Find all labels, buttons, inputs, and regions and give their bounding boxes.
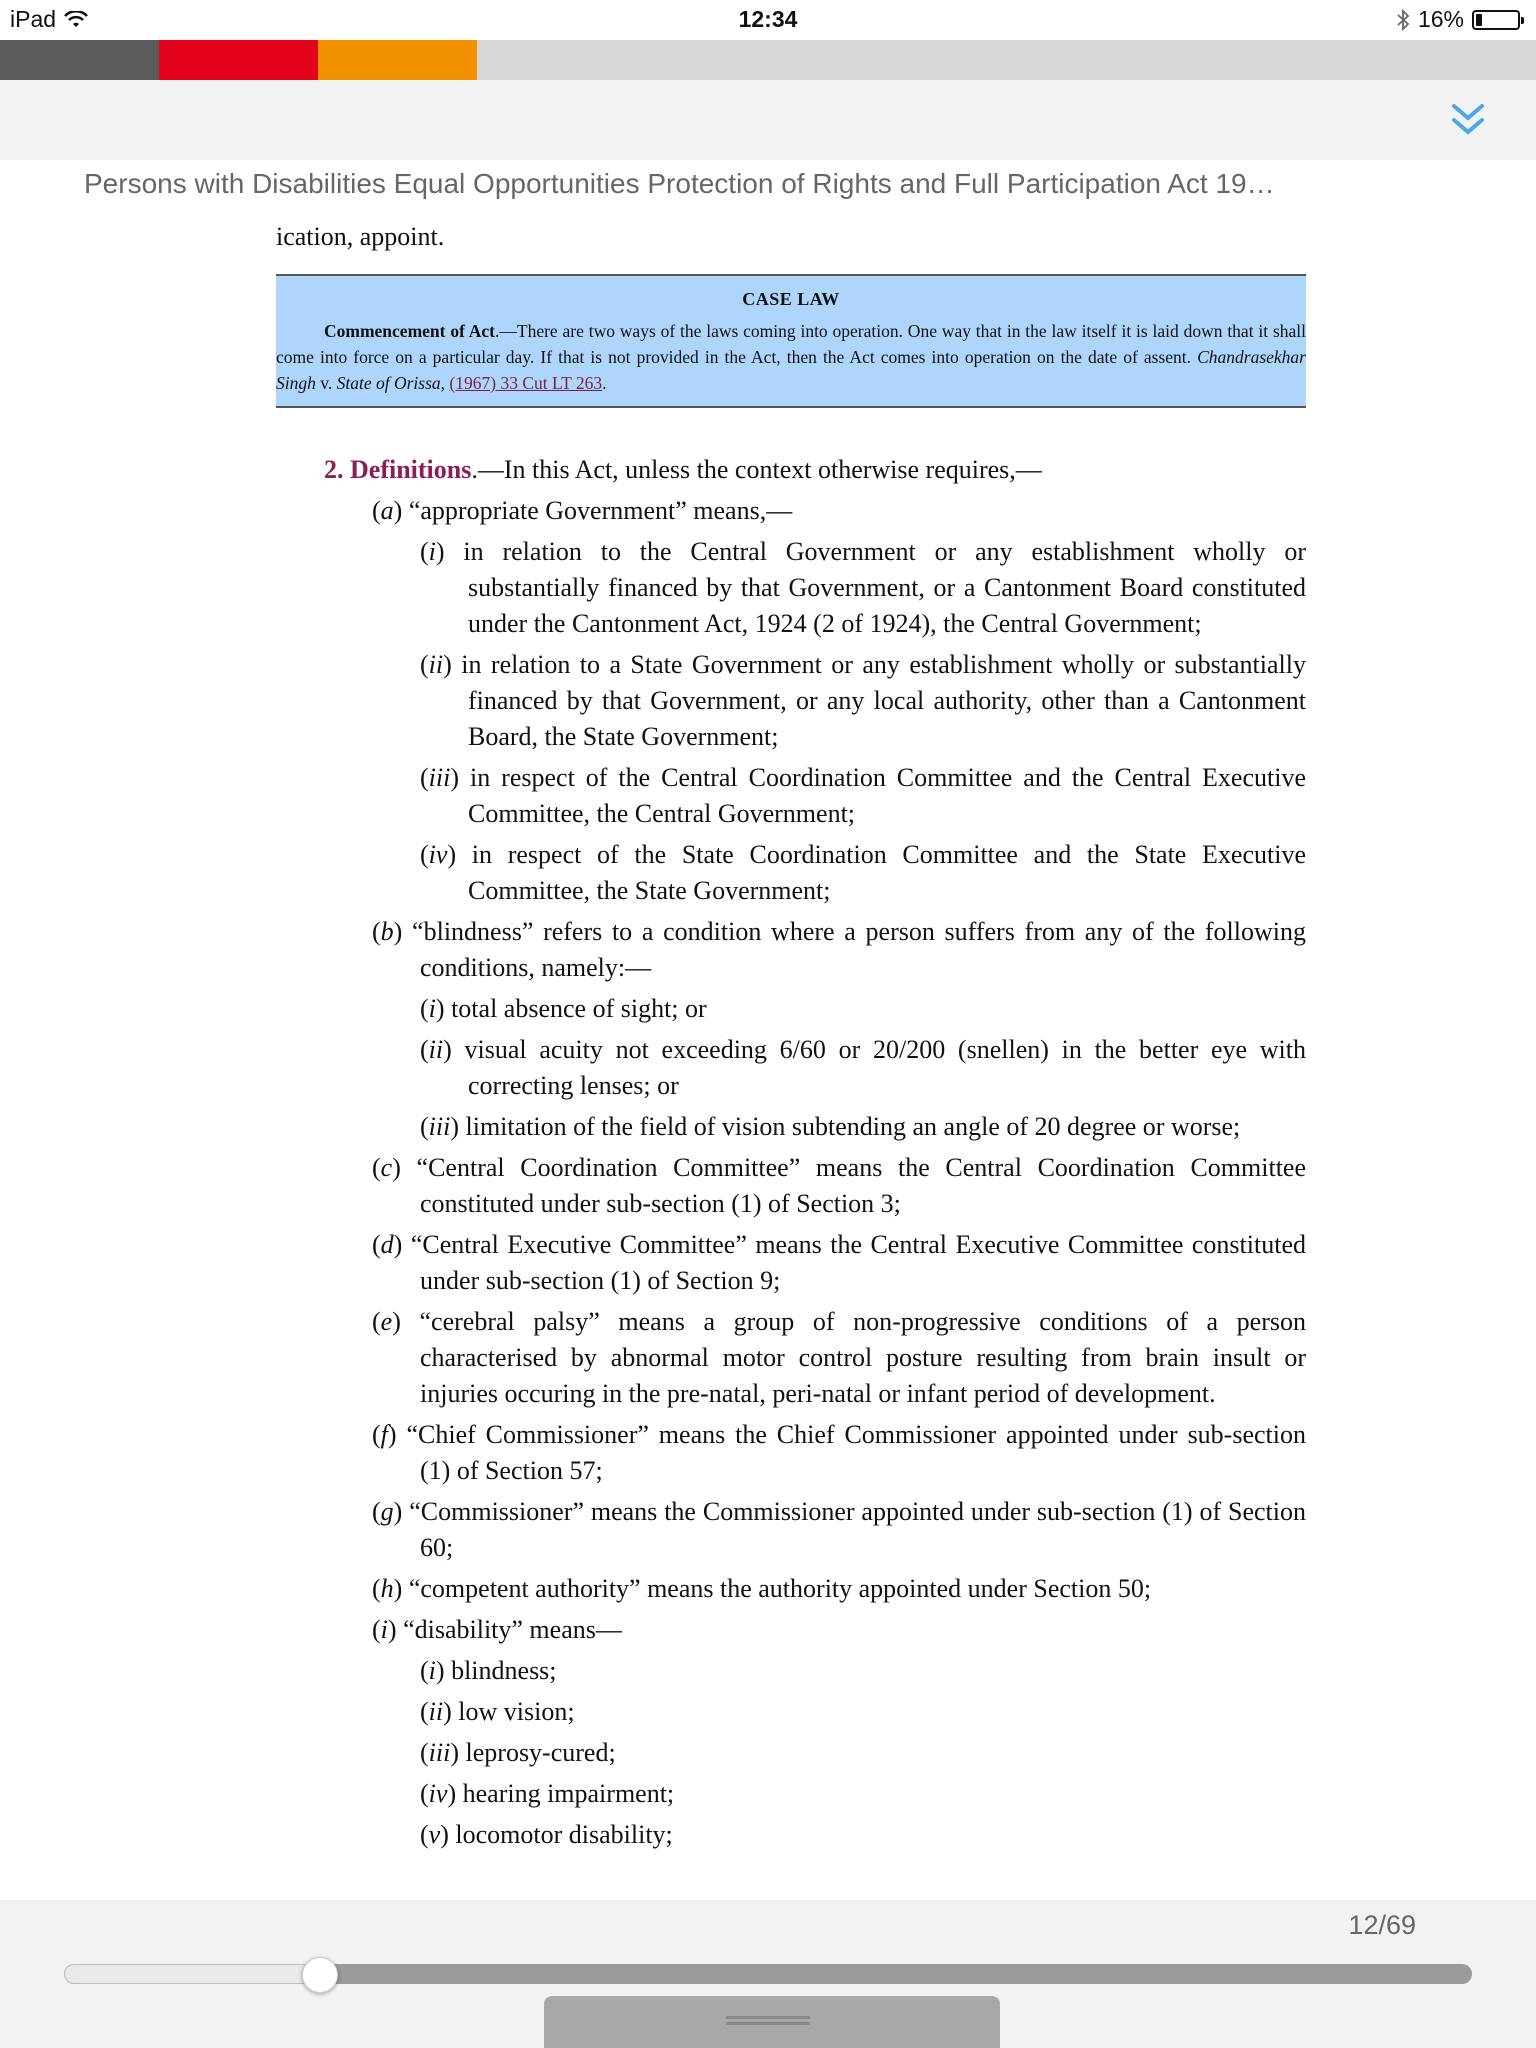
case-law-term: Commencement of Act <box>324 321 495 341</box>
clause-g: (g) “Commissioner” means the Commissioner appointed under sub-section (1) of Section 60; <box>372 1497 1306 1562</box>
clause-a-i: (i) in relation to the Central Government or any establishment wholly or substantially financed by that Government, or a Cantonment Board constituted under the Cantonment Act, 1924 (2 of 1924), the Central Government; <box>420 537 1306 638</box>
double-chevron-down-icon[interactable] <box>1440 92 1496 148</box>
citation-link[interactable]: (1967) 33 Cut LT 263 <box>449 373 603 393</box>
clause-text: in relation to the Central Government or any establishment wholly or substantially financed by that Government, or a Cantonment Board constituted under the Cantonment Act, 1924 (2 of 1924), the Central Government; <box>444 537 1306 638</box>
clause-a: (a) “appropriate Government” means,— <box>372 496 793 525</box>
clause-text: limitation of the field of vision subtending an angle of 20 degree or worse; <box>459 1112 1241 1141</box>
clause-i: (i) “disability” means— <box>372 1615 622 1644</box>
clause-a-iv: (iv) in respect of the State Coordination Committee and the State Executive Committee, the State Government; <box>420 840 1306 905</box>
clause-label: i <box>428 994 436 1023</box>
clause-label: ii <box>428 1035 444 1064</box>
clause-text: “disability” means— <box>396 1615 622 1644</box>
case-law-box <box>276 274 1306 408</box>
clause-label: h <box>380 1574 394 1603</box>
case-name: Chandrasekhar Singh <box>276 347 1306 393</box>
page-slider-thumb[interactable] <box>302 1957 338 1993</box>
page-slider[interactable] <box>64 1964 1472 1984</box>
case-versus: v. <box>315 373 337 393</box>
device-name: iPad <box>10 6 57 32</box>
clause-text: “Chief Commissioner” means the Chief Commissioner appointed under sub-section (1) of Section 57; <box>396 1420 1306 1485</box>
drawer-grip-icon <box>726 2016 810 2032</box>
bluetooth-icon <box>1396 9 1410 31</box>
clause-label: iv <box>428 840 448 869</box>
clause-a-iii: (iii) in respect of the Central Coordination Committee and the Central Executive Committee, the Central Government; <box>420 763 1306 828</box>
battery-percent: 16% <box>1417 6 1464 32</box>
clause-label: v <box>428 1820 441 1849</box>
clause-text: in relation to a State Government or any establishment wholly or substantially financed by that Government, or any local authority, other than a Cantonment Board, the State Government; <box>451 650 1306 751</box>
clause-d: (d) “Central Executive Committee” means the Central Executive Committee constituted under sub-section (1) of Section 9; <box>372 1230 1306 1295</box>
status-bar <box>0 0 1536 40</box>
clause-i-iii: (iii) leprosy-cured; <box>420 1738 616 1767</box>
clause-label: i <box>428 1656 436 1685</box>
clause-label: ii <box>428 650 444 679</box>
clause-text: “Central Executive Committee” means the Central Executive Committee constituted under sub-section (1) of Section 9; <box>402 1230 1306 1295</box>
clause-label: b <box>380 917 394 946</box>
document-page <box>276 220 1306 1858</box>
page-counter: 12/69 <box>1348 1910 1416 1940</box>
section-intro: .—In this Act, unless the context otherwise requires,— <box>471 455 1042 484</box>
document-title: Persons with Disabilities Equal Opportunities Protection of Rights and Full Participation Act 19… <box>84 168 1275 199</box>
clause-text: in respect of the State Coordination Committee and the State Executive Committee, the State Government; <box>456 840 1306 905</box>
clause-label: iv <box>428 1779 448 1808</box>
section-number: 2. Definitions <box>324 455 472 484</box>
clause-i-v: (v) locomotor disability; <box>420 1820 673 1849</box>
case-separator: , <box>440 373 450 393</box>
toolbar <box>0 80 1536 160</box>
tab-strip <box>0 40 1536 80</box>
clause-label: ii <box>428 1697 444 1726</box>
clause-text: visual acuity not exceeding 6/60 or 20/200 (snellen) in the better eye with correcting lenses; or <box>451 1035 1306 1100</box>
clock: 12:34 <box>738 6 798 32</box>
case-law-text: .—There are two ways of the laws coming into operation. One way that in the law itself it is laid down that it shall come into force on a particular day. If that is not provided in the Act, then the Act comes into operation on the date of assent. <box>276 321 1307 367</box>
clause-i-ii: (ii) low vision; <box>420 1697 575 1726</box>
clause-label: i <box>380 1615 388 1644</box>
case-party: State of Orissa <box>336 373 441 393</box>
clause-label: f <box>380 1420 388 1449</box>
clause-text: “Commissioner” means the Commissioner appointed under sub-section (1) of Section 60; <box>402 1497 1306 1562</box>
clause-text: “competent authority” means the authority appointed under Section 50; <box>402 1574 1152 1603</box>
section-heading <box>276 452 1306 488</box>
clause-b-iii: (iii) limitation of the field of vision subtending an angle of 20 degree or worse; <box>420 1112 1241 1141</box>
clause-text: “Central Coordination Committee” means the Central Coordination Committee constituted under sub-section (1) of Section 3; <box>400 1153 1306 1218</box>
tab-dark[interactable] <box>0 40 159 80</box>
clause-c: (c) “Central Coordination Committee” means the Central Coordination Committee constituted under sub-section (1) of Section 3; <box>372 1153 1306 1218</box>
clause-i-iv: (iv) hearing impairment; <box>420 1779 675 1808</box>
case-end: . <box>602 373 607 393</box>
clause-text: low vision; <box>451 1697 575 1726</box>
clause-label: iii <box>428 1112 451 1141</box>
clause-b-ii: (ii) visual acuity not exceeding 6/60 or 20/200 (snellen) in the better eye with correcting lenses; or <box>420 1035 1306 1100</box>
clause-e: (e) “cerebral palsy” means a group of non-progressive conditions of a person characterised by abnormal motor control posture resulting from brain insult or injuries occuring in the pre-natal, peri-natal or infant period of development. <box>372 1307 1306 1408</box>
clause-label: a <box>380 496 394 525</box>
battery-icon <box>1472 10 1520 30</box>
clause-label: c <box>380 1153 393 1182</box>
continuation-text: ication, appoint. <box>276 222 445 251</box>
case-law-heading: CASE LAW <box>742 289 840 309</box>
clause-label: iii <box>428 763 451 792</box>
clause-text: “blindness” refers to a condition where a person suffers from any of the following conditions, namely:— <box>402 917 1306 982</box>
case-law-body <box>276 318 1306 396</box>
clause-label: iii <box>428 1738 451 1767</box>
tab-orange[interactable] <box>318 40 477 80</box>
clause-b-i: (i) total absence of sight; or <box>420 994 707 1023</box>
status-right <box>1396 6 1520 33</box>
clause-f: (f) “Chief Commissioner” means the Chief Commissioner appointed under sub-section (1) of Section 57; <box>372 1420 1306 1485</box>
clause-h: (h) “competent authority” means the authority appointed under Section 50; <box>372 1574 1152 1603</box>
clause-a-ii: (ii) in relation to a State Government or any establishment wholly or substantially financed by that Government, or any local authority, other than a Cantonment Board, the State Government; <box>420 650 1306 751</box>
battery-level <box>1476 14 1482 26</box>
clause-text: hearing impairment; <box>456 1779 675 1808</box>
page-slider-progress <box>64 1964 309 1984</box>
section-definitions <box>276 452 1306 1853</box>
clause-label: d <box>380 1230 394 1259</box>
clause-text: total absence of sight; or <box>444 994 707 1023</box>
clause-text: in respect of the Central Coordination Committee and the Central Executive Committee, the Central Government; <box>459 763 1306 828</box>
tab-red[interactable] <box>159 40 318 80</box>
clause-i-i: (i) blindness; <box>420 1656 557 1685</box>
clause-label: g <box>380 1497 394 1526</box>
clause-text: leprosy-cured; <box>459 1738 616 1767</box>
clause-text: “appropriate Government” means,— <box>402 496 793 525</box>
clause-text: locomotor disability; <box>448 1820 673 1849</box>
clause-label: e <box>380 1307 393 1336</box>
clause-b: (b) “blindness” refers to a condition where a person suffers from any of the following conditions, namely:— <box>372 917 1306 982</box>
clause-text: blindness; <box>444 1656 557 1685</box>
clause-text: “cerebral palsy” means a group of non-progressive conditions of a person characterised by abnormal motor control posture resulting from brain insult or injuries occuring in the pre-natal, peri-natal or infant period of development. <box>400 1307 1306 1408</box>
clause-label: i <box>428 537 436 566</box>
